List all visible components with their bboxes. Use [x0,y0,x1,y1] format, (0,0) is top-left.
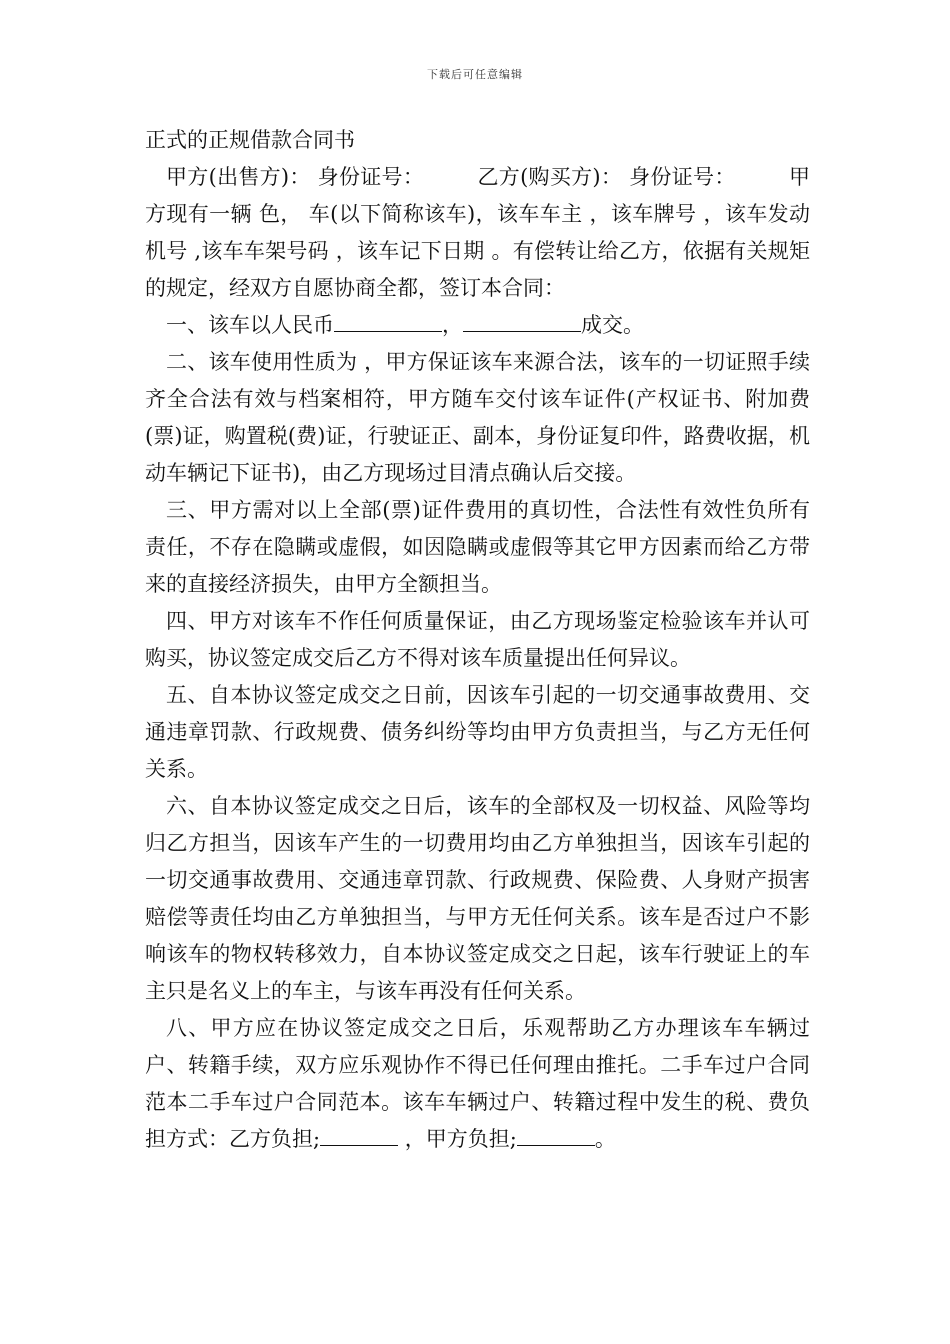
clause-8 [145,1010,810,1158]
clause-3: 三、甲方需对以上全部(票)证件费用的真切性，合法性有效性负所有责任，不存在隐瞒或虚假，如因隐瞒或虚假等其它甲方因素而给乙方带来的直接经济损失，由甲方全额担当。 [145,498,810,596]
seller-share-blank [517,1123,595,1146]
clause-1-separator: ， [442,313,463,337]
price-blank-2 [463,309,581,332]
document-title: 正式的正规借款合同书 [145,128,355,152]
clause-8-mid: ，甲方负担; [398,1127,517,1151]
clause-6: 六、自本协议签定成交之日后，该车的全部权及一切权益、风险等均归乙方担当，因该车产生的一切费用均由乙方单独担当，因该车引起的一切交通事故费用、交通违章罚款、行政规费、保险费、人身财产损害赔偿等责任均由乙方单独担当，与甲方无任何关系。该车是否过户不影响该车的物权转移效力，自本协议签定成交之日起，该车行驶证上的车主只是名义上的车主，与该车再没有任何关系。 [145,794,810,1003]
header-note: 下载后可任意编辑 [427,68,523,81]
price-blank-1 [334,309,442,332]
buyer-share-blank [320,1123,398,1146]
clause-1-suffix: 成交。 [581,313,644,337]
clause-2: 二、该车使用性质为 ，甲方保证该车来源合法，该车的一切证照手续齐全合法有效与档案相符，甲方随车交付该车证件(产权证书、附加费(票)证，购置税(费)证，行驶证正、副本，身份证复印件，路费收据，机动车辆记下证书)，由乙方现场过目清点确认后交接。 [145,350,810,485]
clause-1 [145,307,810,344]
clause-1-prefix: 一、该车以人民币 [166,313,334,337]
clause-5: 五、自本协议签定成交之日前，因该车引起的一切交通事故费用、交通违章罚款、行政规费、债务纠纷等均由甲方负责担当，与乙方无任何关系。 [145,683,810,781]
clause-4: 四、甲方对该车不作任何质量保证，由乙方现场鉴定检验该车并认可购买，协议签定成交后乙方不得对该车质量提出任何异议。 [145,609,810,670]
clause-8-end: 。 [594,1127,616,1151]
clause-8-text: 八、甲方应在协议签定成交之日后，乐观帮助乙方办理该车车辆过户、转籍手续，双方应乐观协作不得已任何理由推托。二手车过户合同范本二手车过户合同范本。该车车辆过户、转籍过程中发生的税、费负担方式：乙方负担; [145,1016,810,1151]
intro-paragraph: 甲方(出售方)： 身份证号： 乙方(购买方)： 身份证号： 甲方现有一辆 色， 车(以下简称该车)，该车车主 ，该车牌号 ，该车发动机号 ,该车车架号码 ，该车记下日期 。有偿转让给乙方，依据有关规矩的规定，经双方自愿协商全都，签订本合同： [145,165,810,300]
document-body [145,122,810,1158]
